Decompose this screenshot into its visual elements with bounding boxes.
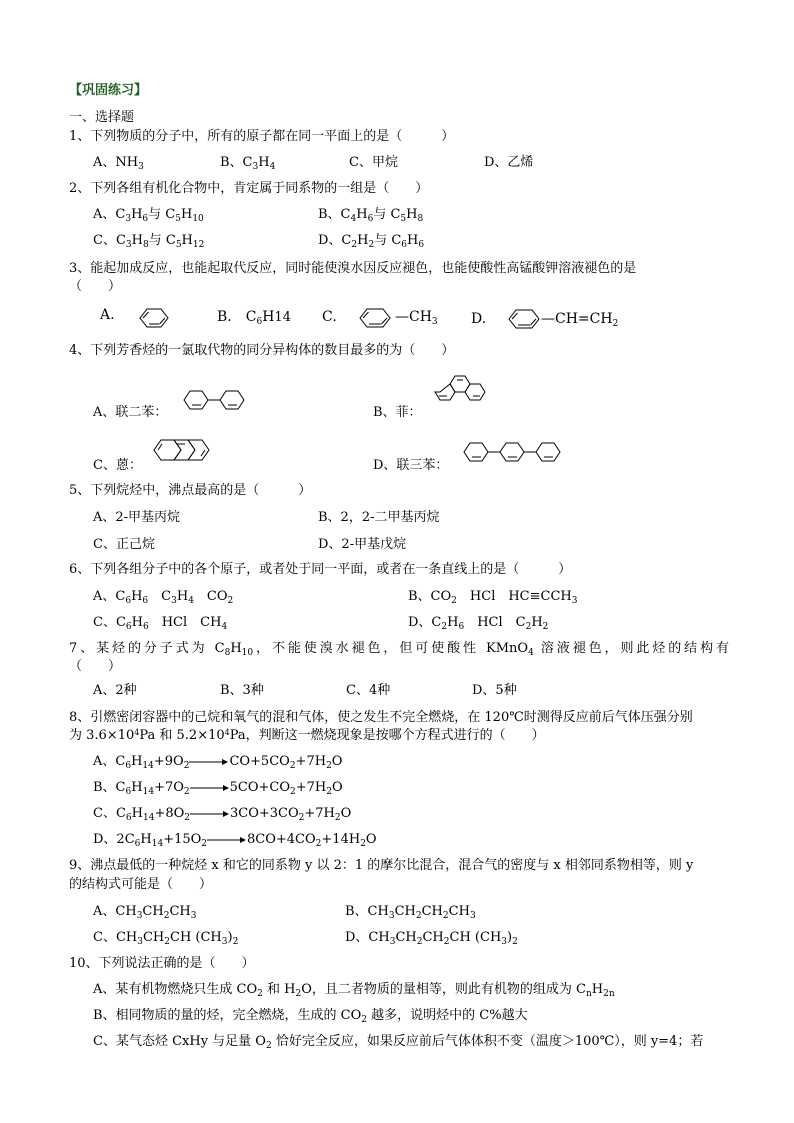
q10-option-b: B、相同物质的量的烃，完全燃烧，生成的 $CO_2$ 越多，说明烃中的 C%越大 (93, 1008, 528, 1025)
section-heading: 【巩固练习】 (69, 83, 148, 98)
question-6-stem: 6、下列各组分子中的各个原子，或者处于同一平面，或者在一条直线上的是（ ） (69, 562, 572, 577)
question-3-stem-cont: （ ） (69, 279, 122, 294)
q9-option-a: A、$CH_3CH_2CH_3$ (93, 904, 197, 921)
q3-option-a-label: A. (100, 307, 115, 323)
question-8-stem: 8、引燃密闭容器中的己烷和氧气的混和气体，使之发生不完全燃烧，在 120℃时测得反应前后气体压强分别 (69, 710, 693, 725)
biphenyl-structure-icon (180, 388, 252, 412)
question-1-stem: 1、下列物质的分子中，所有的原子都在同一平面上的是（ ） (69, 129, 455, 144)
q2-option-c: C、$C_3H_8$与 $C_5H_{12}$ (93, 233, 205, 250)
q7-option-c: C、4种 (346, 683, 391, 698)
q3-option-c-group: $—CH_3$ (395, 309, 438, 327)
question-9-stem-cont: 的结构式可能是（ ） (69, 877, 213, 892)
q3-option-d-group: $—CH=CH_2$ (541, 311, 619, 329)
q9-option-c: C、$CH_3CH_2CH$ $(CH_3)_2$ (93, 930, 239, 947)
question-8-stem-cont: 为 $3.6\times 10^4Pa$ 和 $5.2\times 10^4Pa$，判断这一燃烧现象是按哪个方程式进行的（ ） (69, 728, 545, 743)
q1-option-c: C、甲烷 (349, 155, 398, 170)
q3-option-c-label: C. (322, 309, 337, 325)
q1-option-a: A、$NH_3$ (93, 155, 144, 172)
q2-option-d: D、$C_2H_2$与 $C_6H_6$ (318, 233, 425, 250)
q4-option-c-label: C、蒽： (93, 458, 142, 473)
question-2-stem: 2、下列各组有机化合物中，肯定属于同系物的一组是（ ） (69, 181, 429, 196)
reaction-arrow-icon (207, 835, 247, 845)
q8-option-c: C、$C_6H_{14}+8O_2$ $3CO+3CO_2+7H_2O$ (93, 806, 352, 823)
q2-option-a: A、$C_3H_6$与 $C_5H_{10}$ (93, 207, 204, 224)
q8-option-b: B、$C_6H_{14}+7O_2$ $5CO+CO_2+7H_2O$ (93, 780, 343, 797)
q5-option-d: D、2-甲基戊烷 (318, 537, 407, 552)
q4-option-b-label: B、菲： (373, 405, 422, 420)
question-7-stem-cont: （ ） (69, 659, 122, 674)
q7-option-a: A、2种 (93, 683, 137, 698)
q6-option-d: D、$C_2H_6$ HCl $C_2H_2$ (408, 615, 549, 632)
q4-option-d-label: D、联三苯： (373, 458, 449, 473)
benzene-ring-icon (134, 306, 174, 330)
q7-option-d: D、5种 (472, 683, 517, 698)
q5-option-c: C、正己烷 (93, 537, 155, 552)
q10-option-c: C、某气态烃 CxHy 与足量 $O_2$ 恰好完全反应，如果反应前后气体体积不变（温度＞100℃），则 y=4；若 (93, 1034, 704, 1051)
terphenyl-structure-icon (460, 440, 572, 464)
toluene-ring-icon (354, 306, 398, 330)
q10-option-a: A、某有机物燃烧只生成 $CO_2$ 和 $H_2O$，且二者物质的量相等，则此有机物的组成为 $C_nH_{2n}$ (93, 982, 615, 999)
q9-option-b: B、$CH_3CH_2CH_2CH_3$ (345, 904, 476, 921)
question-5-stem: 5、下列烷烃中，沸点最高的是（ ） (69, 483, 312, 498)
reaction-arrow-icon (189, 757, 229, 767)
q6-option-a: A、$C_6H_6$ $C_3H_4$ $CO_2$ (93, 589, 234, 606)
q7-option-b: B、3种 (220, 683, 264, 698)
q9-option-d: D、$CH_3CH_2CH_2CH$ $(CH_3)_2$ (345, 930, 518, 947)
reaction-arrow-icon (190, 809, 230, 819)
q1-option-d: D、乙烯 (484, 155, 534, 170)
phenanthrene-structure-icon (430, 372, 500, 412)
q3-option-d-label: D. (471, 311, 487, 327)
q8-option-d: D、$2C_6H_{14}+15O_2$ $8CO+4CO_2+14H_2O$ (93, 832, 377, 849)
question-4-stem: 4、下列芳香烃的一氯取代物的同分异构体的数目最多的为（ ） (69, 343, 455, 358)
q4-option-a-label: A、联二苯： (93, 405, 168, 420)
question-10-stem: 10、下列说法正确的是（ ） (69, 956, 255, 971)
section-title: 一、选择题 (69, 110, 135, 125)
question-3-stem: 3、能起加成反应，也能起取代反应，同时能使溴水因反应褪色，也能使酸性高锰酸钾溶液褪色的是 (69, 261, 637, 276)
q5-option-a: A、2-甲基丙烷 (93, 510, 181, 525)
q8-option-a: A、$C_6H_{14}+9O_2$ $CO+5CO_2+7H_2O$ (93, 754, 343, 771)
q2-option-b: B、$C_4H_6$与 $C_5H_8$ (318, 207, 424, 224)
question-9-stem: 9、沸点最低的一种烷烃 x 和它的同系物 y 以 2：1 的摩尔比混合，混合气的密度与 x 相邻同系物相等，则 y (69, 858, 694, 873)
q6-option-c: C、$C_6H_6$ HCl $CH_4$ (93, 615, 228, 632)
q3-option-b: B. $C_6H14$ (217, 309, 291, 327)
reaction-arrow-icon (190, 783, 230, 793)
question-7-stem: 7、某烃的分子式为 $C_8H_{10}$，不能使溴水褪色，但可使酸性 KMnO$_4$ 溶液褪色，则此烃的结构有 (69, 641, 729, 658)
q1-option-b: B、$C_3H_4$ (220, 155, 276, 172)
anthracene-structure-icon (150, 436, 222, 464)
q6-option-b: B、$CO_2$ HCl $HC\equiv CCH_3$ (408, 589, 578, 606)
q5-option-b: B、2，2-二甲基丙烷 (318, 510, 440, 525)
